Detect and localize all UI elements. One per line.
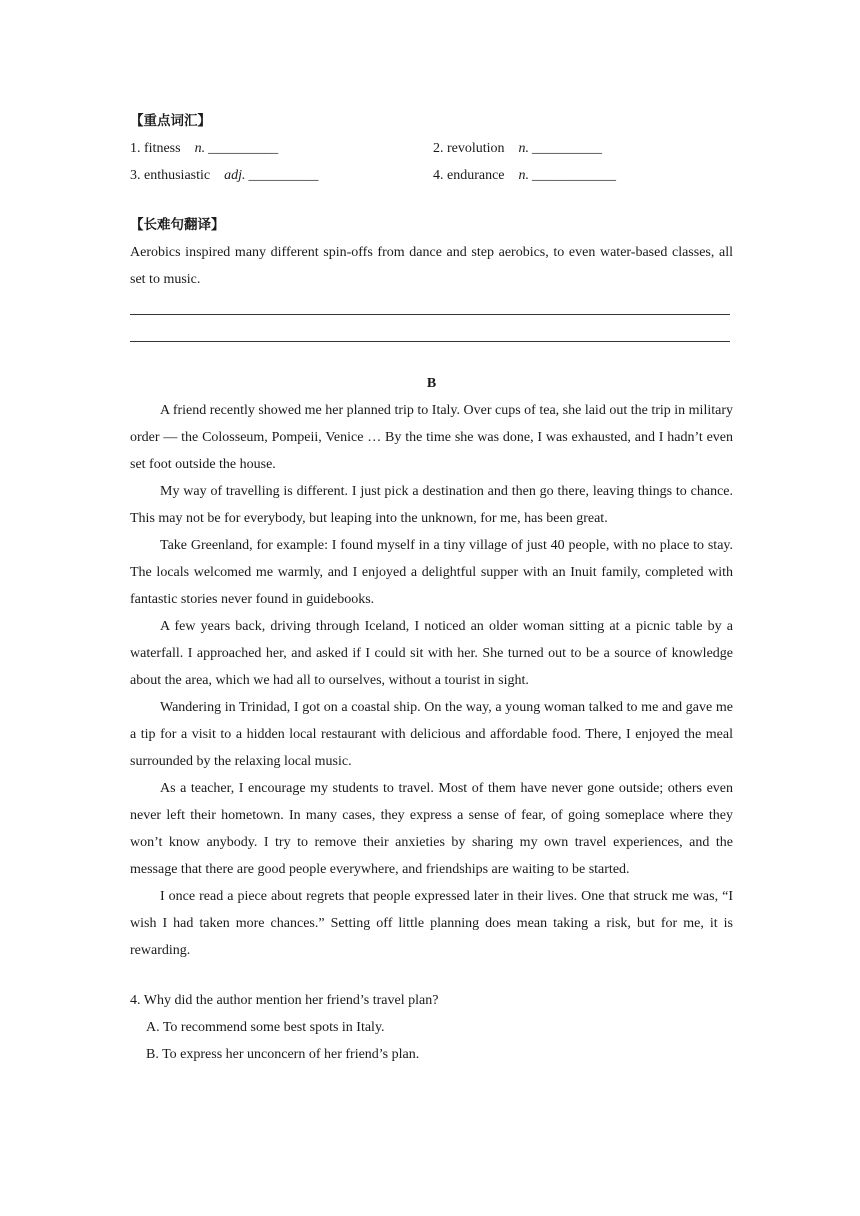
vocab-pos: n.	[518, 168, 530, 183]
vocab-pos: adj.	[224, 168, 246, 183]
vocab-pos: n.	[518, 141, 530, 156]
passage-paragraph: A friend recently showed me her planned trip to Italy. Over cups of tea, she laid out the trip in military order — the Colosseum, Pompeii, Venice … By the time she was done, I was exhausted, and I hadn’t even set foot outside the house.	[130, 403, 733, 472]
vocab-pos: n.	[194, 141, 206, 156]
vocab-heading: 【重点词汇】	[130, 113, 211, 129]
answer-line	[130, 293, 730, 320]
answer-line	[130, 320, 730, 347]
vocab-word: 4. endurance	[433, 168, 505, 183]
translation-heading: 【长难句翻译】	[130, 217, 225, 233]
vocab-word: 1. fitness	[130, 141, 181, 156]
worksheet-page	[130, 108, 733, 1068]
passage-paragraph: I once read a piece about regrets that people expressed later in their lives. One that struck me was, “I wish I had taken more chances.” Setting off little planning does mean taking a risk, but for me, it is rewarding.	[130, 889, 733, 958]
question-option-a: A. To recommend some best spots in Italy.	[146, 1020, 385, 1035]
passage-paragraph: Wandering in Trinidad, I got on a coastal ship. On the way, a young woman talked to me and gave me a tip for a visit to a hidden local restaurant with delicious and affordable food. There, I enjoyed the meal surrounded by the relaxing local music.	[130, 700, 733, 769]
vocab-item-enthusiastic	[130, 162, 433, 189]
translation-sentence: Aerobics inspired many different spin-offs from dance and step aerobics, to even water-based classes, all set to music.	[130, 245, 733, 287]
question-option-b: B. To express her unconcern of her friend’s plan.	[146, 1047, 420, 1062]
passage-paragraph: Take Greenland, for example: I found myself in a tiny village of just 40 people, with no place to stay. The locals welcomed me warmly, and I enjoyed a delightful supper with an Inuit family, completed with fantastic stories never found in guidebooks.	[130, 538, 733, 607]
vocab-blank: __________	[208, 141, 279, 156]
passage-paragraph: As a teacher, I encourage my students to travel. Most of them have never gone outside; others even never left their hometown. In many cases, they express a sense of fear, of going someplace where they won’t know anybody. I try to remove their anxieties by sharing my own travel experiences, and the message that there are good people everywhere, and friendships are waiting to be started.	[130, 781, 733, 877]
vocab-word: 2. revolution	[433, 141, 505, 156]
vocab-list	[130, 135, 733, 189]
section-spacer	[130, 347, 733, 370]
vocab-word: 3. enthusiastic	[130, 168, 211, 183]
question-stem: 4. Why did the author mention her friend’s travel plan?	[130, 993, 439, 1008]
passage-paragraph: My way of travelling is different. I just pick a destination and then go there, leaving things to chance. This may not be for everybody, but leaping into the unknown, for me, has been great.	[130, 484, 733, 526]
vocab-item-endurance	[433, 162, 733, 189]
vocab-item-revolution	[433, 135, 733, 162]
section-spacer	[130, 189, 733, 212]
vocab-blank: __________	[248, 168, 319, 183]
vocab-blank: ____________	[532, 168, 617, 183]
section-spacer	[130, 964, 733, 987]
vocab-item-fitness	[130, 135, 433, 162]
vocab-blank: __________	[532, 141, 603, 156]
passage-title: B	[426, 376, 437, 391]
passage-paragraph: A few years back, driving through Iceland, I noticed an older woman sitting at a picnic table by a waterfall. I approached her, and asked if I could sit with her. She turned out to be a source of knowledge about the area, which we had all to ourselves, without a tourist in sight.	[130, 619, 733, 688]
